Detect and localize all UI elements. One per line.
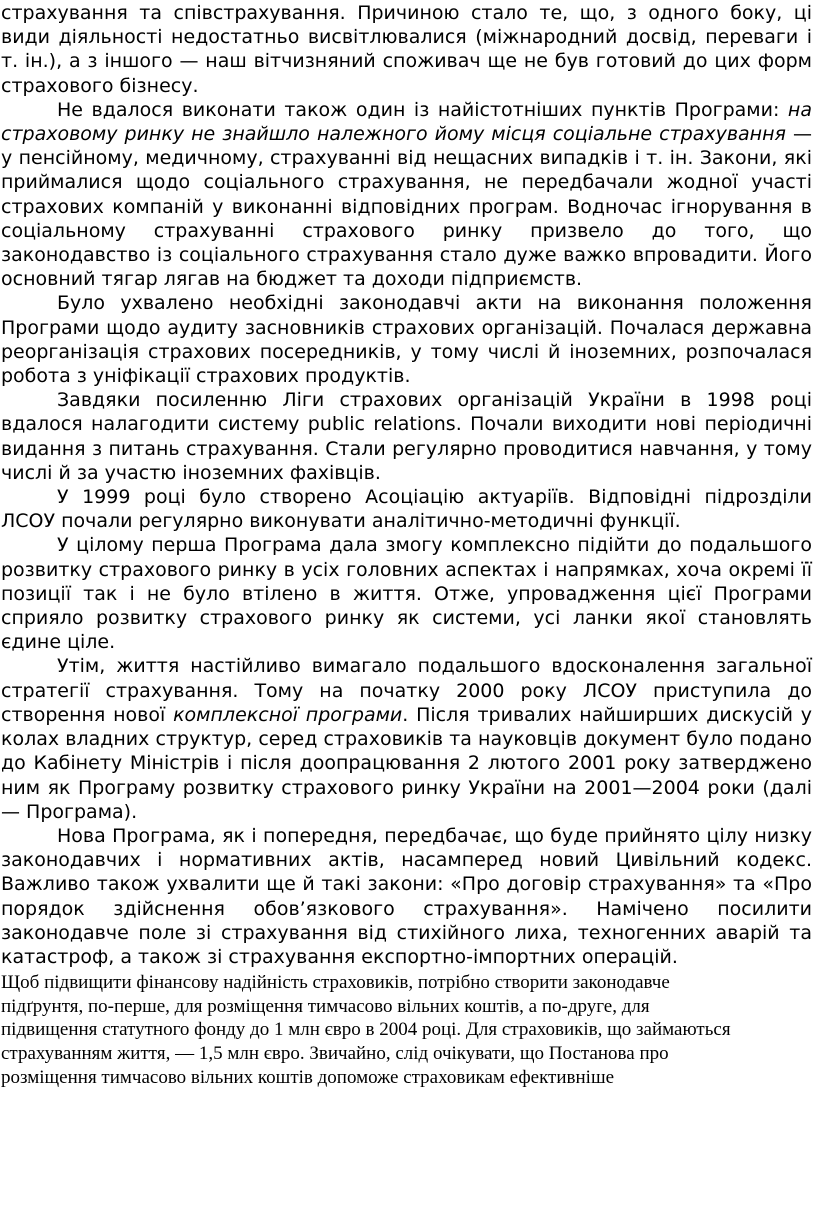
italic-emphasis: на страховому ринку не знайшло належного йому місця соціальне страхування [1,98,812,146]
tail-text [1,971,812,1089]
tail-line: підвищення статутного фонду до 1 млн євро в 2004 році. Для страховиків, що займаються [1,1019,731,1041]
tail-line: підґрунтя, по-перше, для розміщення тимчасово вільних коштів, а по-друге, для [1,995,650,1017]
paragraph: У 1999 році було створено Асоціацію актуаріїв. Відповідні підрозділи ЛСОУ почали регулярно виконувати аналітично-методичні функції. [1,486,812,533]
paragraph: страхування та співстрахування. Причиною стало те, що, з одного боку, ці види діяльності недостатньо висвітлювалися (міжнародний досвід, переваги і т. ін.), а з іншого — наш вітчизняний споживач ще не був готовий до цих форм страхового бізнесу. [1,2,812,97]
tail-line: Щоб підвищити фінансову надійність страховиків, потрібно створити законодавче [1,972,670,994]
paragraph: Було ухвалено необхідні законодавчі акти на виконання положення Програми щодо аудиту засновників страхових організацій. Почалася державна реорганізація страхових посередників, у тому числі й іноземних, розпочалася робота з уніфікації страхових продуктів. [1,292,812,388]
paragraph: У цілому перша Програма дала змогу комплексно підійти до подальшого розвитку страхового ринку в усіх головних аспектах і напрямках, хоча окремі її позиції так і не було втілено в життя. Отже, упровадження цієї Програми сприяло розвитку страхового ринку як системи, усі ланки якої становлять єдине ціле. [1,534,812,654]
tail-line: розміщення тимчасово вільних коштів допоможе страховикам ефективніше [1,1066,615,1088]
paragraph: Утім, життя настійливо вимагало подальшого вдосконалення загальної стратегії страхування. Тому на початку 2000 року ЛСОУ приступила до створення нової комплексної програми. Після тривалих найширших дискусій у колах владних структур, серед страховиків та науковців документ було подано до Кабінету Міністрів і після доопрацювання 2 лютого 2001 року затверджено ним як Програму розвитку страхового ринку України на 2001—2004 роки (далі — Програма). [1,655,813,823]
paragraph: Завдяки посиленню Ліги страхових організацій України в 1998 році вдалося налагодити систему public relations. Почали виходити нові періодичні видання з питань страхування. Стали регулярно проводитися навчання, у тому числі й за участю іноземних фахівців. [1,389,812,484]
italic-emphasis: комплексної програми [173,703,403,726]
main-text [1,0,812,969]
tail-line: страхуванням життя, — 1,5 млн євро. Звичайно, слід очікувати, що Постанова про [1,1042,669,1064]
paragraph: Не вдалося виконати також один із найістотніших пунктів Програми: на страховому ринку не знайшло належного йому місця соціальне страхування — у пенсійному, медичному, страхуванні від нещасних випадків і т. ін. Закони, які приймалися щодо соціального страхування, не передбачали жодної участі страхових компаній у виконанні відповідних програм. Водночас ігнорування в соціальному страхуванні страхового ринку призвело до того, що законодавство із соціального страхування стало дуже важко впровадити. Його основний тягар лягав на бюджет та доходи підприємств. [1,98,812,291]
paragraph: Нова Програма, як і попередня, передбачає, що буде прийнято цілу низку законодавчих і нормативних актів, насамперед новий Цивільний кодекс. Важливо також ухвалити ще й такі закони: «Про договір страхування» та «Про порядок здійснення обов’язкового страхування». Намічено посилити законодавче поле зі страхування від стихійного лиха, техногенних аварій та катастроф, а також зі страхування експортно-імпортних операцій. [1,824,812,968]
